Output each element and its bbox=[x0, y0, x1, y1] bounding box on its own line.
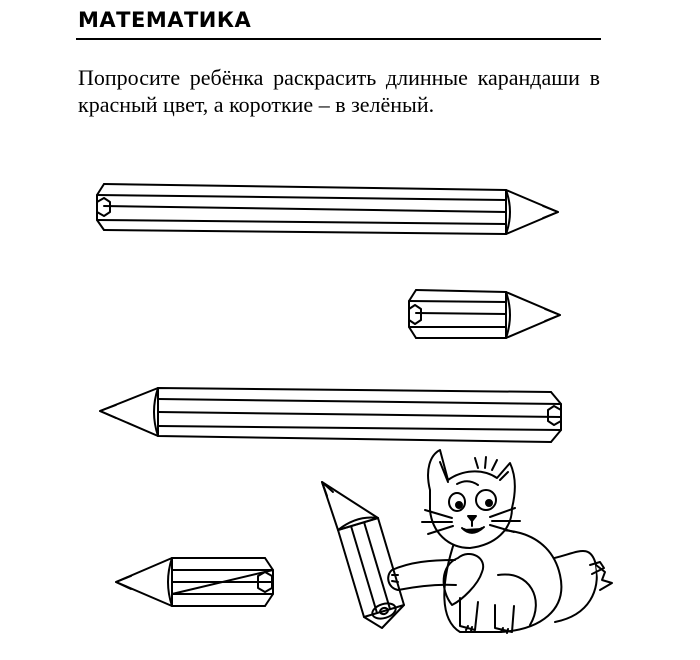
short-pencil-1 bbox=[409, 290, 560, 338]
long-pencil-1 bbox=[97, 184, 558, 234]
short-pencil-2 bbox=[116, 558, 273, 606]
long-pencil-2 bbox=[100, 388, 561, 442]
page-title: МАТЕМАТИКА bbox=[78, 8, 252, 32]
instructions-text: Попросите ребёнка раскрасить длинные карандаши в красный цвет, а короткие – в зелёный. bbox=[78, 65, 600, 117]
short-pencil-3 bbox=[322, 482, 404, 628]
kitten-illustration bbox=[388, 450, 612, 633]
